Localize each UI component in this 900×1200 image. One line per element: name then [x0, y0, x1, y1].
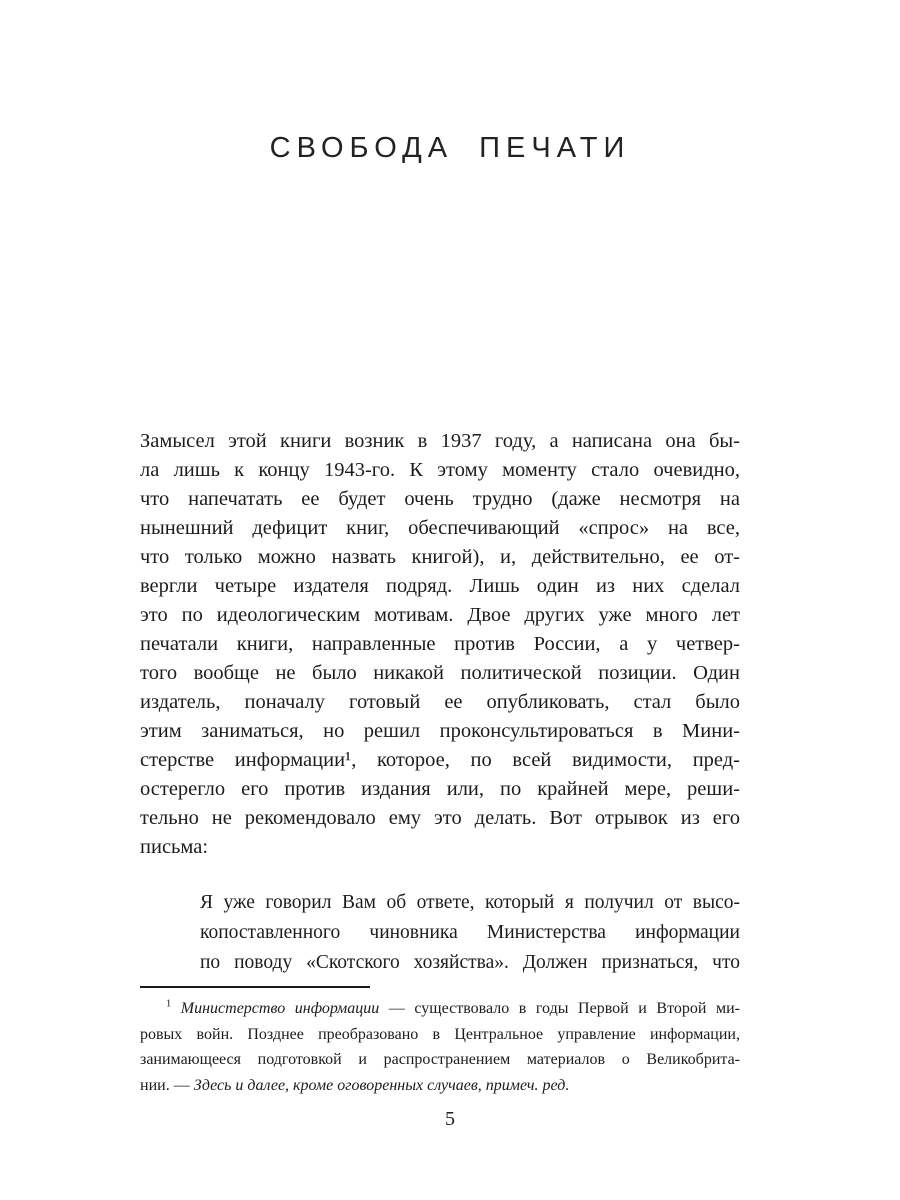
text-line: Замысел этой книги возник в 1937 году, а написана она бы-: [140, 430, 740, 452]
text-line: нынешний дефицит книг, обеспечивающий «спрос» на все,: [140, 517, 740, 539]
text-segment: 1: [166, 998, 172, 1010]
block-quote: [200, 888, 740, 978]
text-line: стерстве информации¹, которое, по всей видимости, пред-: [140, 749, 740, 771]
text-segment: нии. —: [140, 1076, 194, 1094]
body-paragraph: [140, 427, 740, 862]
text-segment: занимающееся подготовкой и распространением материалов о Великобрита-: [140, 1051, 740, 1068]
chapter-title: СВОБОДА ПЕЧАТИ: [269, 132, 631, 164]
footnote: [140, 996, 740, 1098]
text-line: письма:: [140, 836, 209, 858]
text-line: [140, 996, 740, 1022]
text-segment: — существовало в годы Первой и Второй ми-: [379, 1000, 741, 1017]
text-line: это по идеологическим мотивам. Двое других уже много лет: [140, 604, 740, 626]
text-segment: ровых войн. Позднее преобразовано в Центральное управление информации,: [140, 1025, 740, 1043]
text-segment: [171, 1000, 181, 1017]
text-segment: Министерство информации: [180, 1000, 380, 1017]
text-line: [140, 1047, 740, 1073]
text-line: печатали книги, направленные против России, а у четвер-: [140, 633, 740, 655]
text-line: тельно не рекомендовало ему это делать. Вот отрывок из его: [140, 807, 740, 829]
text-line: того вообще не было никакой политической позиции. Один: [140, 662, 740, 684]
text-line: издатель, поначалу готовый ее опубликовать, стал было: [140, 691, 740, 713]
text-line: что только можно назвать книгой), и, действительно, ее от-: [140, 546, 740, 568]
text-line: что напечатать ее будет очень трудно (даже несмотря на: [140, 488, 740, 510]
page-content: [140, 427, 740, 1098]
footnote-rule: [140, 986, 370, 988]
text-line: [140, 1022, 740, 1048]
text-line: этим заниматься, но решил проконсультироваться в Мини-: [140, 720, 740, 742]
text-line: остерегло его против издания или, по крайней мере, реши-: [140, 778, 740, 800]
text-line: Я уже говорил Вам об ответе, который я получил от высо-: [200, 892, 740, 913]
text-line: ла лишь к концу 1943-го. К этому моменту стало очевидно,: [140, 459, 740, 481]
text-line: копоставленного чиновника Министерства информации: [200, 922, 740, 943]
text-segment: Здесь и далее, кроме оговоренных случаев, примеч. ред.: [193, 1076, 570, 1094]
text-line: [140, 1073, 740, 1099]
text-line: по поводу «Скотского хозяйства». Должен признаться, что: [200, 952, 740, 973]
page-number: 5: [445, 1108, 455, 1130]
text-line: вергли четыре издателя подряд. Лишь один из них сделал: [140, 575, 740, 597]
